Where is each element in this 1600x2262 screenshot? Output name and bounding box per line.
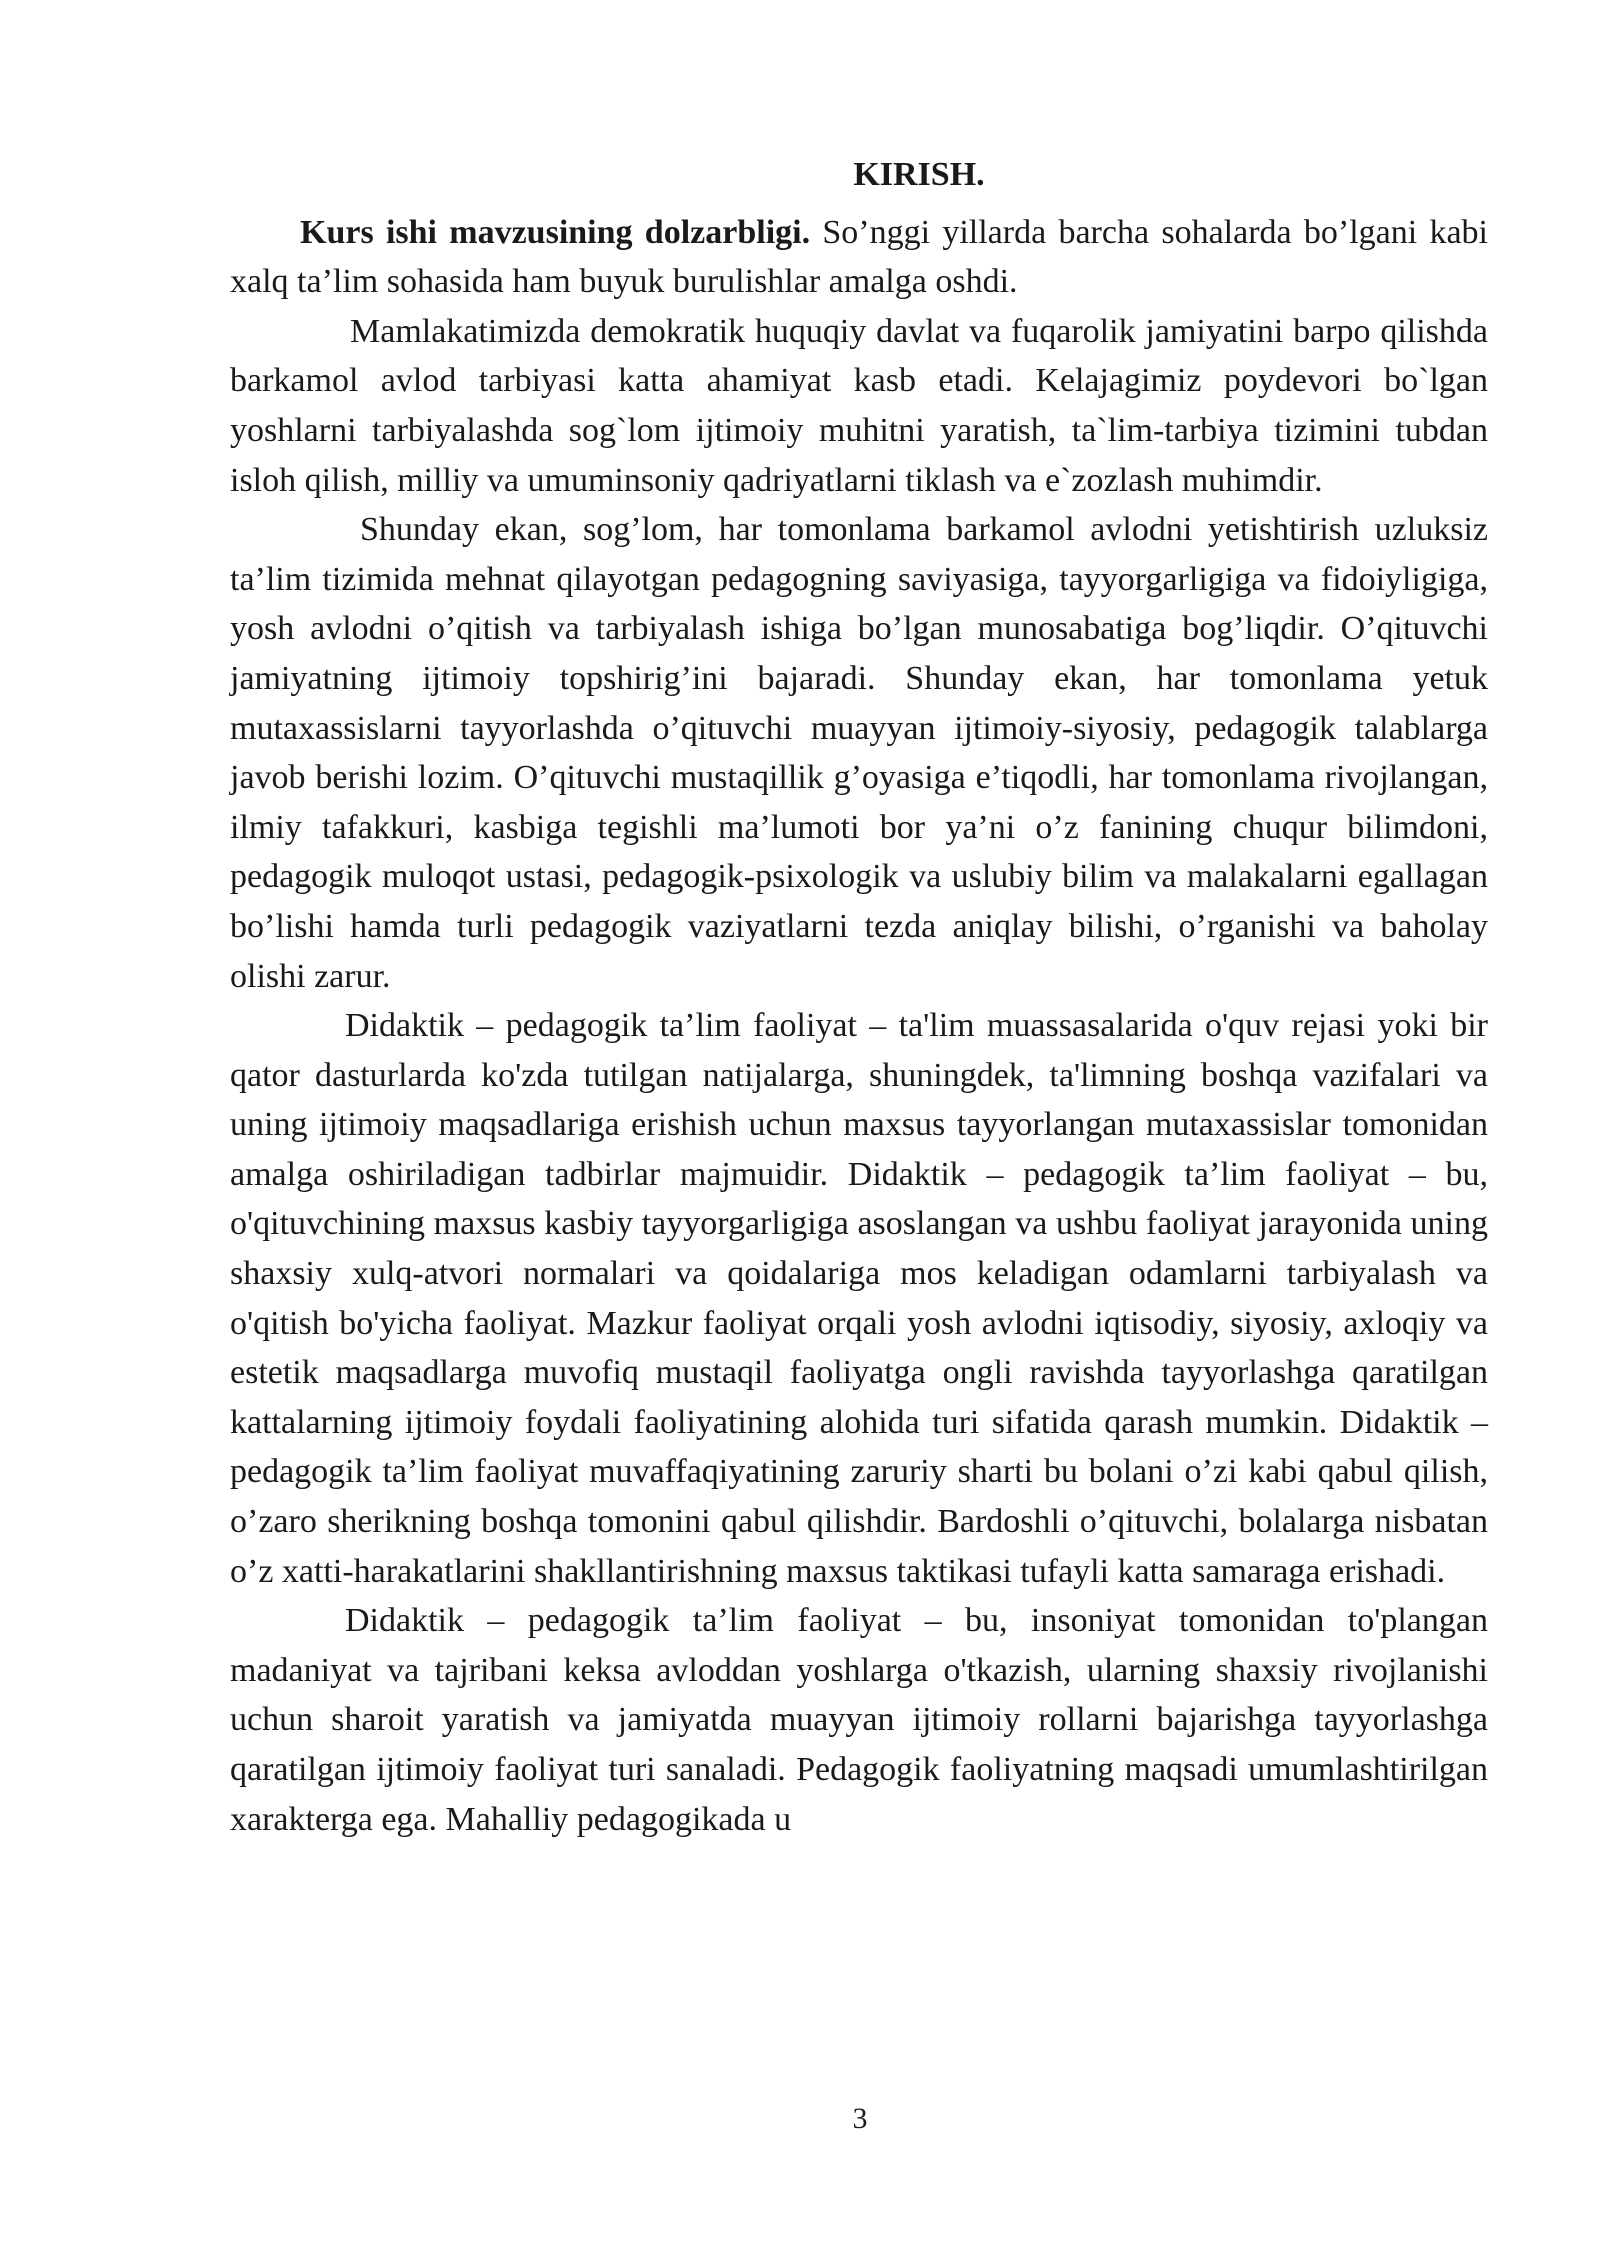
paragraph-democracy: Mamlakatimizda demokratik huquqiy davlat va fuqarolik jamiyatini barpo qilishda barkamol avlod tarbiyasi katta ahamiyat kasb etadi. Kelajagimiz poydevori bo`lgan yoshlarni tarbiyalashda sog`lom ijtimoiy muhitni yaratish, ta`lim-tarbiya tizimini tubdan isloh qilish, milliy va umuminsoniy qadriyatlarni tiklash va e`zozlash muhimdir.	[230, 312, 1488, 499]
paragraph-relevance	[230, 208, 1488, 307]
document-body	[230, 150, 1488, 1844]
section-heading: KIRISH.	[853, 156, 985, 193]
paragraph-didactic-definition: Didaktik – pedagogik ta’lim faoliyat – ta'lim muassasalarida o'quv rejasi yoki bir qator dasturlarda ko'zda tutilgan natijalarga, shuningdek, ta'limning boshqa vazifalari va uning ijtimoiy maqsadlariga erishish uchun maxsus tayyorlangan mutaxassislar tomonidan amalga oshiriladigan tadbirlar majmuidir. Didaktik – pedagogik ta’lim faoliyat – bu, o'qituvchining maxsus kasbiy tayyorgarligiga asoslangan va ushbu faoliyat jarayonida uning shaxsiy xulq-atvori normalari va qoidalariga mos keladigan odamlarni tarbiyalash va o'qitish bo'yicha faoliyat. Mazkur faoliyat orqali yosh avlodni iqtisodiy, siyosiy, axloqiy va estetik maqsadlarga muvofiq mustaqil faoliyatga ongli ravishda tayyorlashga qaratilgan kattalarning ijtimoiy foydali faoliyatining alohida turi sifatida qarash mumkin. Didaktik – pedagogik ta’lim faoliyat muvaffaqiyatining zaruriy sharti bu bolani o’zi kabi qabul qilish, o’zaro sherikning boshqa tomonini qabul qilishdir. Bardoshli o’qituvchi, bolalarga nisbatan o’z xatti-harakatlarini shakllantirishning maxsus taktikasi tufayli katta samaraga erishadi.	[230, 1007, 1488, 1590]
paragraph-teacher: Shunday ekan, sog’lom, har tomonlama barkamol avlodni yetishtirish uzluksiz ta’lim tizimida mehnat qilayotgan pedagogning saviyasiga, tayyorgarligiga va fidoiyligiga, yosh avlodni o’qitish va tarbiyalash ishiga bo’lgan munosabatiga bog’liqdir. O’qituvchi jamiyatning ijtimoiy topshirig’ini bajaradi. Shunday ekan, har tomonlama yetuk mutaxassislarni tayyorlashda o’qituvchi muayyan ijtimoiy-siyosiy, pedagogik talablarga javob berishi lozim. O’qituvchi mustaqillik g’oyasiga e’tiqodli, har tomonlama rivojlangan, ilmiy tafakkuri, kasbiga tegishli ma’lumoti bor ya’ni o’z fanining chuqur bilimdoni, pedagogik muloqot ustasi, pedagogik-psixologik va uslubiy bilim va malakalarni egallagan bo’lishi hamda turli pedagogik vaziyatlarni tezda aniqlay bilishi, o’rganishi va baholay olishi zarur.	[230, 511, 1488, 995]
paragraph-lead: Kurs ishi mavzusining dolzarbligi.	[300, 213, 811, 251]
paragraph-didactic-social: Didaktik – pedagogik ta’lim faoliyat – bu, insoniyat tomonidan to'plangan madaniyat va tajribani keksa avloddan yoshlarga o'tkazish, ularning shaxsiy rivojlanishi uchun sharoit yaratish va jamiyatda muayyan ijtimoiy rollarni bajarishga tayyorlashga qaratilgan ijtimoiy faoliyat turi sanaladi. Pedagogik faoliyatning maqsadi umumlashtirilgan xarakterga ega. Mahalliy pedagogikada u	[230, 1602, 1488, 1838]
page-number: 3	[852, 2102, 868, 2135]
paragraph-text: So’nggi yillarda barcha sohalarda bo’lgani kabi xalq ta’lim sohasida ham buyuk burulishlar amalga oshdi.	[230, 213, 1489, 301]
